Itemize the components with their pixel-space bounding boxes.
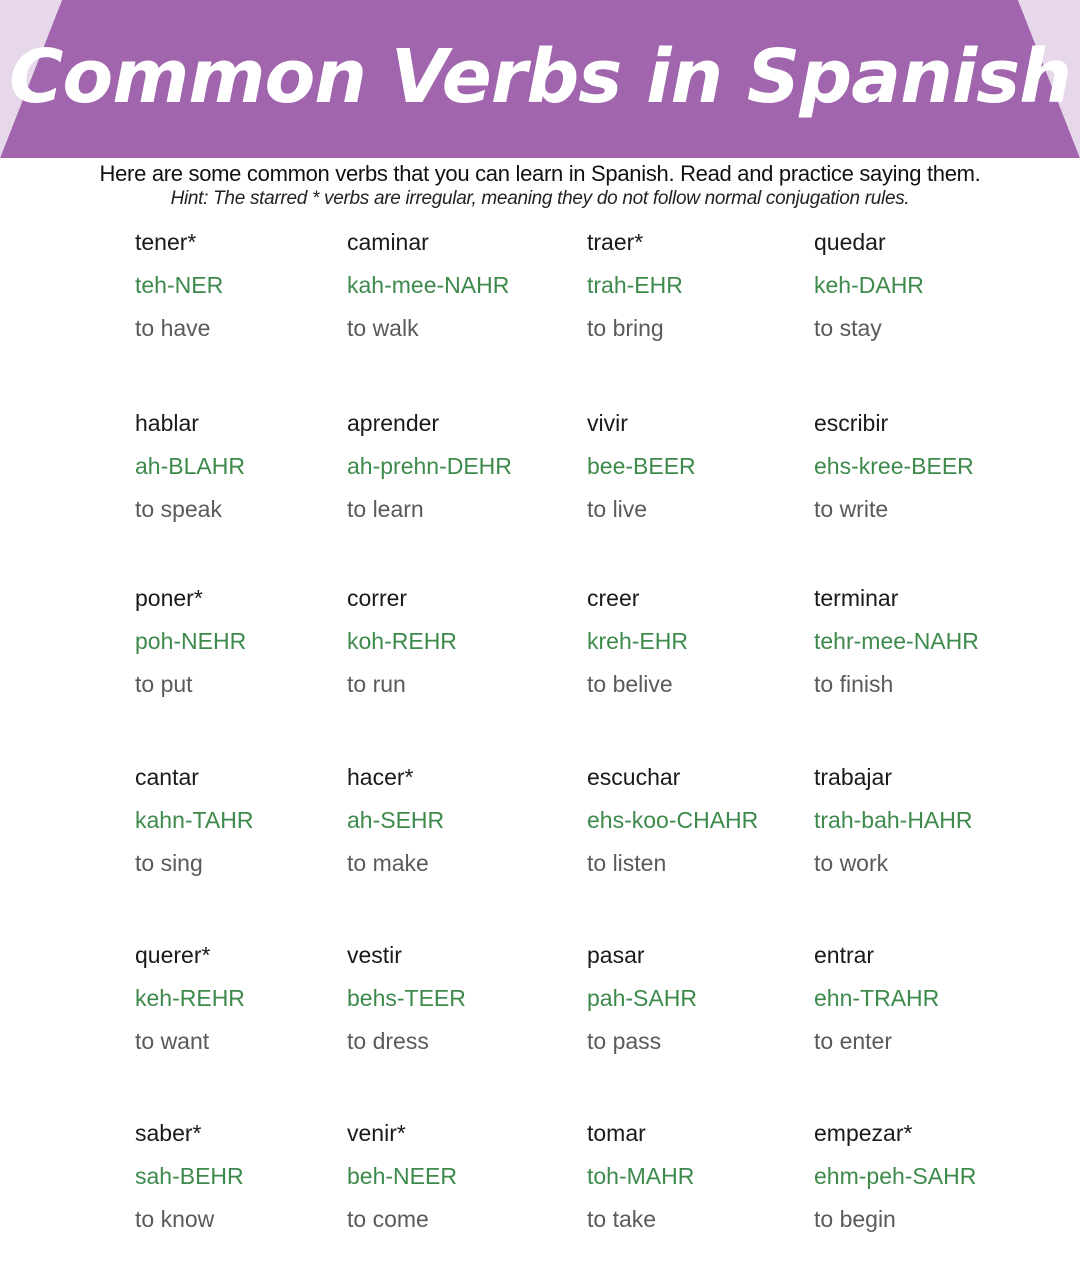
verb-pronunciation: trah-bah-HAHR xyxy=(814,807,973,833)
verb-word: tomar xyxy=(587,1120,646,1146)
verb-pronunciation: ehs-kree-BEER xyxy=(814,453,974,479)
hint-text: Hint: The starred * verbs are irregular, meaning they do not follow normal conjugation rules. xyxy=(170,188,910,209)
verb-card xyxy=(347,408,577,524)
verb-card xyxy=(587,408,817,524)
verb-pronunciation: ehm-peh-SAHR xyxy=(814,1163,977,1189)
verb-pronunciation: kahn-TAHR xyxy=(135,807,254,833)
verb-pronunciation: beh-NEER xyxy=(347,1163,457,1189)
verb-meaning: to stay xyxy=(814,315,882,341)
verb-card xyxy=(347,940,577,1056)
verb-word: traer* xyxy=(587,229,644,255)
verb-card xyxy=(814,408,1044,524)
verb-pronunciation: sah-BEHR xyxy=(135,1163,244,1189)
verb-pronunciation: teh-NER xyxy=(135,272,224,298)
verb-pronunciation: koh-REHR xyxy=(347,628,457,654)
verb-card xyxy=(587,940,817,1056)
verb-word: aprender xyxy=(347,410,440,436)
verb-word: trabajar xyxy=(814,764,892,790)
verb-card xyxy=(587,1118,817,1234)
verb-meaning: to learn xyxy=(347,496,424,522)
verb-meaning: to work xyxy=(814,850,889,876)
verb-meaning: to put xyxy=(135,671,193,697)
verb-meaning: to run xyxy=(347,671,406,697)
verb-pronunciation: pah-SAHR xyxy=(587,985,697,1011)
verb-pronunciation: ah-prehn-DEHR xyxy=(347,453,512,479)
verb-word: querer* xyxy=(135,942,211,968)
verb-word: vestir xyxy=(347,942,402,968)
verb-pronunciation: behs-TEER xyxy=(347,985,466,1011)
verb-word: saber* xyxy=(135,1120,202,1146)
verb-meaning: to write xyxy=(814,496,889,522)
verb-word: terminar xyxy=(814,585,899,611)
verb-pronunciation: poh-NEHR xyxy=(135,628,247,654)
intro-text: Here are some common verbs that you can learn in Spanish. Read and practice saying them. xyxy=(99,161,981,186)
verb-card xyxy=(814,583,1044,699)
verb-meaning: to sing xyxy=(135,850,203,876)
verb-card xyxy=(135,762,365,878)
verb-pronunciation: keh-REHR xyxy=(135,985,245,1011)
verb-meaning: to live xyxy=(587,496,648,522)
verb-card xyxy=(135,408,365,524)
verb-meaning: to bring xyxy=(587,315,664,341)
verb-pronunciation: ehs-koo-CHAHR xyxy=(587,807,759,833)
verb-word: cantar xyxy=(135,764,199,790)
verb-card xyxy=(135,1118,365,1234)
verb-pronunciation: kah-mee-NAHR xyxy=(347,272,510,298)
verb-card xyxy=(814,1118,1044,1234)
verb-word: pasar xyxy=(587,942,645,968)
verb-meaning: to pass xyxy=(587,1028,662,1054)
verb-word: entrar xyxy=(814,942,875,968)
verb-meaning: to have xyxy=(135,315,211,341)
verb-word: venir* xyxy=(347,1120,406,1146)
verb-meaning: to know xyxy=(135,1206,215,1232)
verb-pronunciation: toh-MAHR xyxy=(587,1163,695,1189)
verb-pronunciation: ah-SEHR xyxy=(347,807,445,833)
verb-word: tener* xyxy=(135,229,197,255)
verb-meaning: to make xyxy=(347,850,429,876)
verb-card xyxy=(135,940,365,1056)
verb-card xyxy=(814,227,1044,343)
verb-meaning: to speak xyxy=(135,496,222,522)
verb-meaning: to enter xyxy=(814,1028,892,1054)
verb-word: vivir xyxy=(587,410,628,436)
verb-pronunciation: ah-BLAHR xyxy=(135,453,245,479)
verb-card xyxy=(347,1118,577,1234)
verb-meaning: to come xyxy=(347,1206,429,1232)
verb-card xyxy=(347,583,577,699)
verb-pronunciation: keh-DAHR xyxy=(814,272,924,298)
verb-card xyxy=(135,583,365,699)
verb-card xyxy=(587,583,817,699)
verb-card xyxy=(587,227,817,343)
verb-meaning: to walk xyxy=(347,315,419,341)
page-title: Common Verbs in Spanish xyxy=(9,34,1071,120)
verb-meaning: to belive xyxy=(587,671,673,697)
verb-word: empezar* xyxy=(814,1120,913,1146)
verb-meaning: to want xyxy=(135,1028,210,1054)
verb-card xyxy=(135,227,365,343)
verb-word: hacer* xyxy=(347,764,414,790)
verb-card xyxy=(814,762,1044,878)
verb-meaning: to take xyxy=(587,1206,657,1232)
verb-meaning: to listen xyxy=(587,850,667,876)
verb-card xyxy=(347,762,577,878)
verb-pronunciation: kreh-EHR xyxy=(587,628,688,654)
verb-word: escribir xyxy=(814,410,889,436)
verb-word: hablar xyxy=(135,410,199,436)
verb-pronunciation: bee-BEER xyxy=(587,453,696,479)
verb-card xyxy=(814,940,1044,1056)
verb-pronunciation: tehr-mee-NAHR xyxy=(814,628,979,654)
verb-meaning: to dress xyxy=(347,1028,429,1054)
verb-pronunciation: ehn-TRAHR xyxy=(814,985,940,1011)
verb-meaning: to begin xyxy=(814,1206,896,1232)
verb-meaning: to finish xyxy=(814,671,894,697)
verb-card xyxy=(587,762,817,878)
verb-word: escuchar xyxy=(587,764,681,790)
verb-card xyxy=(347,227,577,343)
verb-pronunciation: trah-EHR xyxy=(587,272,683,298)
verb-word: quedar xyxy=(814,229,886,255)
verb-word: creer xyxy=(587,585,640,611)
verb-word: caminar xyxy=(347,229,429,255)
verb-word: correr xyxy=(347,585,408,611)
verb-word: poner* xyxy=(135,585,203,611)
